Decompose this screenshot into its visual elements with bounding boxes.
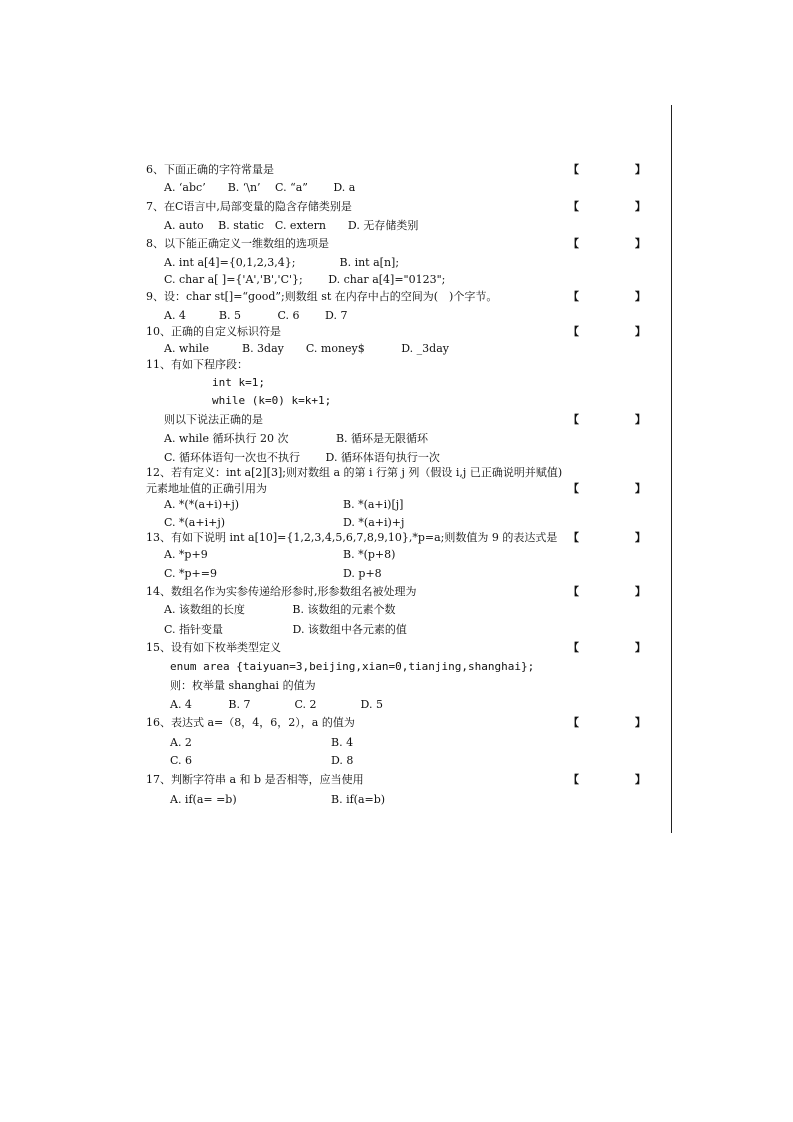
question-14-options-1: A. 该数组的长度 B. 该数组的元素个数 [164, 603, 396, 616]
question-11-code-line-2: while (k=0) k=k+1; [212, 394, 332, 407]
answer-bracket-14: 【 】 [568, 585, 672, 598]
question-15-stem: 15、设有如下枚举类型定义 [146, 641, 281, 654]
question-15-options: A. 4 B. 7 C. 2 D. 5 [170, 698, 383, 711]
question-12-option-a: A. *(*(a+i)+j) [164, 498, 240, 511]
question-13-option-d: D. p+8 [343, 567, 382, 580]
question-7-options: A. auto B. static C. extern D. 无存储类别 [164, 219, 419, 232]
answer-bracket-8: 【 】 [568, 237, 672, 250]
question-11-prompt: 则以下说法正确的是 [164, 413, 263, 426]
question-12-option-d: D. *(a+i)+j [343, 516, 405, 529]
question-17-option-b: B. if(a=b) [331, 793, 386, 806]
answer-bracket-6: 【 】 [568, 163, 672, 176]
question-10-options: A. while B. 3day C. money$ D. _3day [164, 342, 449, 355]
question-13-stem: 13、有如下说明 int a[10]={1,2,3,4,5,6,7,8,9,10},*p=a;则数值为 9 的表达式是 [146, 531, 558, 544]
question-7-stem: 7、在C语言中,局部变量的隐含存储类别是 [146, 200, 352, 213]
question-17-option-a: A. if(a= =b) [170, 793, 237, 806]
question-14-options-2: C. 指针变量 D. 该数组中各元素的值 [164, 623, 407, 636]
question-11-code-line-1: int k=1; [212, 376, 265, 389]
answer-bracket-11: 【 】 [568, 413, 672, 426]
answer-bracket-16: 【 】 [568, 716, 672, 729]
question-11-options-1: A. while 循环执行 20 次 B. 循环是无限循环 [164, 432, 429, 445]
question-9-options: A. 4 B. 5 C. 6 D. 7 [164, 309, 348, 322]
question-12-stem: 12、若有定义：int a[2][3];则对数组 a 的第 i 行第 j 列（假设 i,j 已正确说明并赋值) [146, 466, 563, 479]
answer-bracket-9: 【 】 [568, 290, 672, 303]
answer-bracket-10: 【 】 [568, 325, 672, 338]
question-10-stem: 10、正确的自定义标识符是 [146, 325, 281, 338]
question-11-stem: 11、有如下程序段： [146, 358, 248, 371]
answer-bracket-12: 【 】 [568, 482, 672, 495]
question-6-stem: 6、下面正确的字符常量是 [146, 163, 274, 176]
answer-bracket-15: 【 】 [568, 641, 672, 654]
question-16-option-c: C. 6 [170, 754, 193, 767]
question-12-stem-continued: 元素地址值的正确引用为 [146, 482, 267, 495]
question-17-stem: 17、判断字符串 a 和 b 是否相等，应当使用 [146, 773, 364, 786]
question-13-option-b: B. *(p+8) [343, 548, 396, 561]
question-8-options-2: C. char a[ ]={'A','B','C'}; D. char a[4]="0123"; [164, 273, 446, 286]
answer-bracket-17: 【 】 [568, 773, 672, 786]
question-8-stem: 8、以下能正确定义一维数组的选项是 [146, 237, 329, 250]
question-9-stem: 9、设：char st[]=“good”;则数组 st 在内存中占的空间为( )个字节。 [146, 290, 498, 303]
question-8-options-1: A. int a[4]={0,1,2,3,4}; B. int a[n]; [164, 256, 400, 269]
question-15-prompt: 则：枚举量 shanghai 的值为 [170, 679, 316, 692]
question-16-option-d: D. 8 [331, 754, 354, 767]
answer-bracket-13: 【 】 [568, 531, 672, 544]
question-13-option-c: C. *p+=9 [164, 567, 217, 580]
question-13-option-a: A. *p+9 [164, 548, 208, 561]
question-6-options: A. ‘abc’ B. ‘\n’ C. “a” D. a [164, 181, 356, 194]
question-14-stem: 14、数组名作为实参传递给形参时,形参数组名被处理为 [146, 585, 417, 598]
question-12-option-c: C. *(a+i+j) [164, 516, 226, 529]
question-15-code-line: enum area {taiyuan=3,beijing,xian=0,tianjing,shanghai}; [170, 660, 535, 673]
question-11-options-2: C. 循环体语句一次也不执行 D. 循环体语句执行一次 [164, 451, 440, 464]
question-16-option-b: B. 4 [331, 736, 354, 749]
answer-bracket-7: 【 】 [568, 200, 672, 213]
question-12-option-b: B. *(a+i)[j] [343, 498, 404, 511]
question-16-stem: 16、表达式 a=（8，4，6，2），a 的值为 [146, 716, 355, 729]
question-16-option-a: A. 2 [170, 736, 192, 749]
